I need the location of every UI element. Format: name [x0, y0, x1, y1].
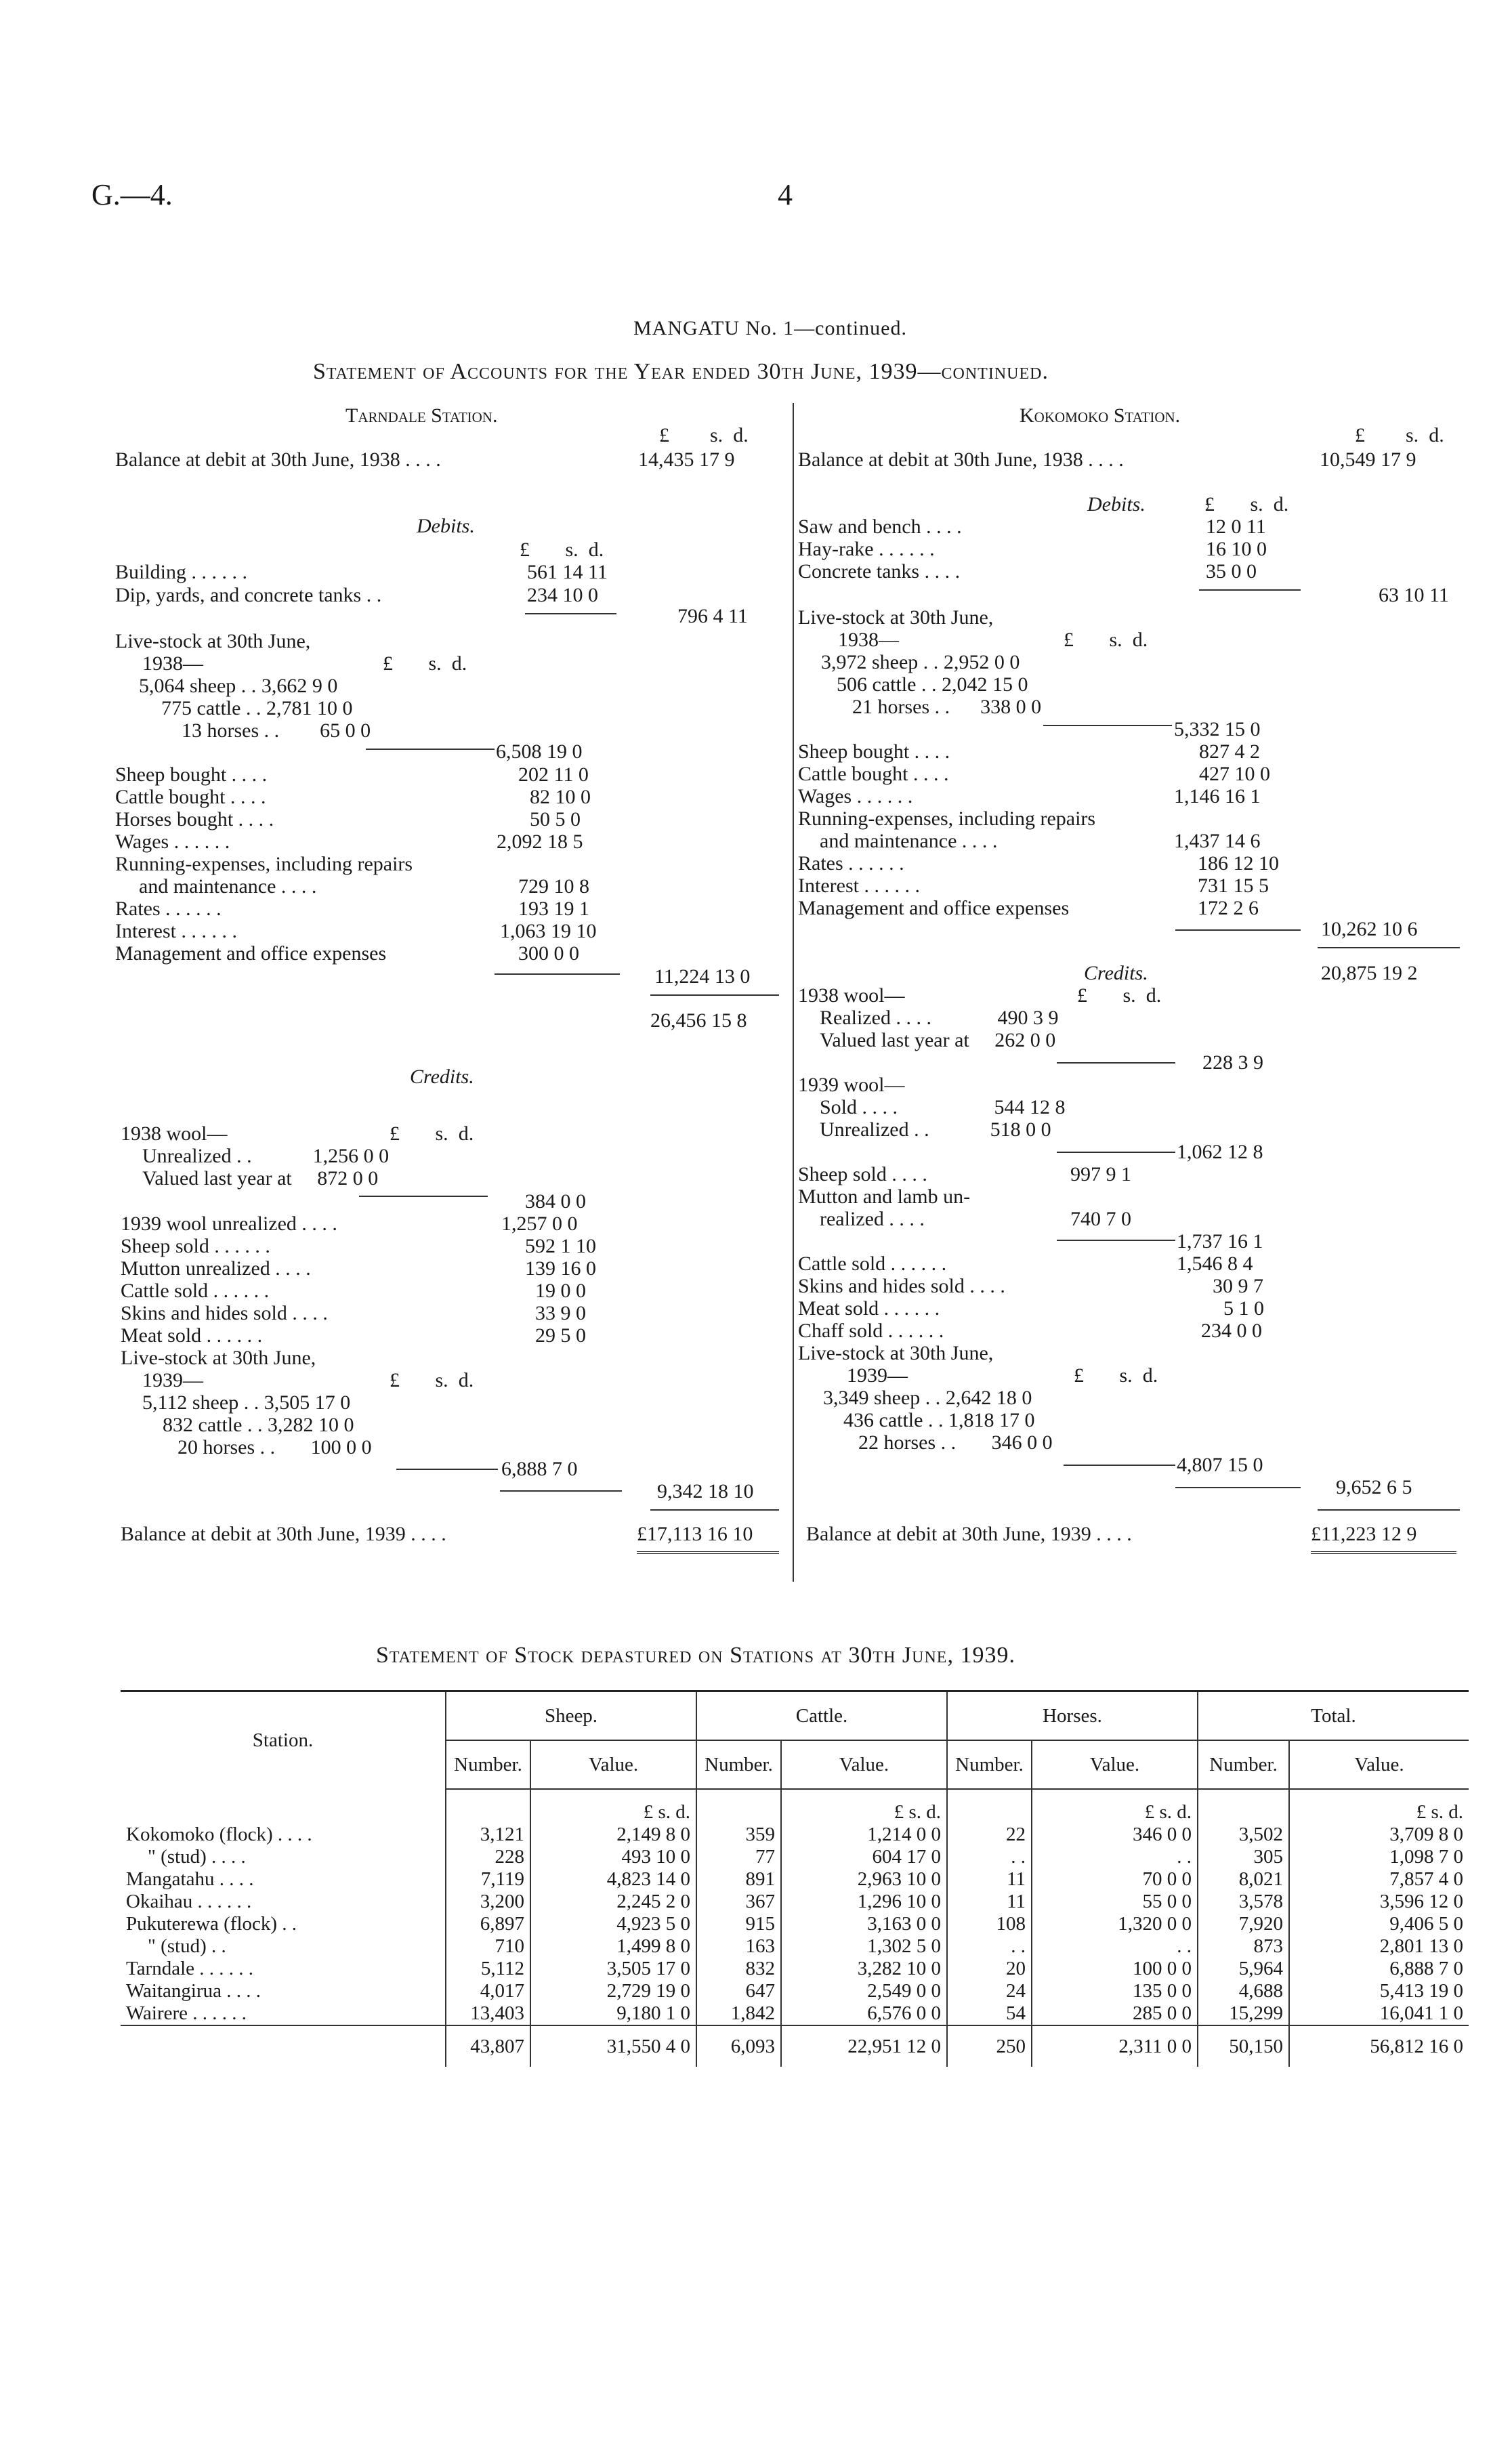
tarndale-debits-subtotal: 11,224 13 0 [654, 965, 751, 988]
kokomoko-opening-amount: 10,549 17 9 [1320, 448, 1416, 471]
kokomoko-credits-label: Credits. [1084, 962, 1148, 984]
tarndale-debit-item-8-label: Management and office expenses [115, 942, 387, 965]
tarndale-closing-label: Balance at debit at 30th June, 1939 . . . . [121, 1523, 446, 1545]
tarndale-unit-header: £ s. d. [659, 424, 749, 446]
kokomoko-wool-valued: Valued last year at 262 0 0 [820, 1029, 1056, 1051]
tarndale-livestock-label: Live-stock at 30th June, [115, 630, 311, 652]
kokomoko-livestock-1939-horses: 22 horses . . 346 0 0 [858, 1431, 1053, 1454]
sheep-value: 3,505 17 0 [530, 1958, 696, 1980]
kokomoko-mutton-net: 1,737 16 1 [1177, 1230, 1263, 1253]
kokomoko-wool-unrealized: Unrealized . . 518 0 0 [820, 1118, 1051, 1141]
total-number: 8,021 [1198, 1868, 1289, 1891]
sheep-value: 4,823 14 0 [530, 1868, 696, 1891]
sheep-value: 4,923 5 0 [530, 1913, 696, 1935]
tarndale-dip-amount: 234 10 0 [527, 584, 598, 606]
tarndale-credit-item-4-amount: 33 9 0 [535, 1302, 586, 1324]
sheep-number: 710 [446, 1935, 530, 1958]
kokomoko-wool-1939-net: 1,062 12 8 [1177, 1141, 1263, 1163]
kokomoko-wool-1938-rule [1057, 1062, 1175, 1064]
tarndale-livestock-units: £ s. d. [383, 652, 467, 675]
tarndale-livestock-1939-rule [396, 1469, 498, 1470]
kokomoko-debit-item-1-label: Cattle bought . . . . [798, 763, 949, 785]
kokomoko-closing-amount: £11,223 12 9 [1311, 1523, 1417, 1545]
tarndale-debit-item-0-amount: 202 11 0 [518, 763, 589, 786]
tarndale-credit-item-0-amount: 1,257 0 0 [501, 1213, 578, 1235]
tarndale-credit-item-3-label: Cattle sold . . . . . . [121, 1280, 270, 1302]
kokomoko-livestock-label: Live-stock at 30th June, [798, 606, 994, 629]
table-row [121, 1868, 1469, 1891]
kokomoko-debit-item-0-amount: 827 4 2 [1199, 740, 1260, 763]
kokomoko-livestock-1939-cattle: 436 cattle . . 1,818 17 0 [843, 1409, 1035, 1431]
table-row [121, 2002, 1469, 2025]
tarndale-credit-item-3-amount: 19 0 0 [535, 1280, 586, 1302]
kokomoko-debits-label: Debits. [1087, 493, 1146, 516]
station-name: Pukuterewa (flock) . . [126, 1913, 297, 1935]
station-name: Mangatahu . . . . [126, 1868, 254, 1890]
kokomoko-livestock-rule [1043, 725, 1172, 726]
tarndale-credit-item-1-label: Sheep sold . . . . . . [121, 1235, 270, 1257]
horses-value: . . [1032, 1935, 1198, 1958]
tarndale-livestock-year: 1938— [142, 652, 203, 675]
cattle-number: 1,842 [696, 2002, 781, 2025]
kokomoko-livestock-1939-sheep: 3,349 sheep . . 2,642 18 0 [823, 1387, 1032, 1409]
tarndale-debit-item-5-amount: 729 10 8 [518, 875, 589, 898]
kokomoko-mutton-amount: 740 7 0 [1070, 1208, 1131, 1230]
tarndale-livestock-1939-cattle: 832 cattle . . 3,282 10 0 [163, 1414, 354, 1436]
tarndale-debit-item-4-label: Running-expenses, including repairs [115, 853, 413, 875]
kokomoko-credits-total-rule [1318, 1509, 1460, 1511]
kokomoko-debits-rule [1175, 929, 1301, 931]
tarndale-dip-rule [525, 613, 616, 614]
total-value: 16,041 1 0 [1289, 2002, 1469, 2025]
tarndale-debit-item-2-amount: 50 5 0 [530, 808, 581, 830]
kokomoko-closing-label: Balance at debit at 30th June, 1939 . . . . [806, 1523, 1132, 1545]
sheep-value: 9,180 1 0 [530, 2002, 696, 2025]
tarndale-wool-valued: Valued last year at 872 0 0 [142, 1167, 379, 1190]
total-number: 15,299 [1198, 2002, 1289, 2025]
kokomoko-livestock-units: £ s. d. [1064, 629, 1148, 651]
tarndale-credits-label: Credits. [410, 1066, 474, 1088]
cattle-number: 832 [696, 1958, 781, 1980]
horses-number: 108 [947, 1913, 1032, 1935]
tarndale-credits-rule [500, 1490, 622, 1492]
tarndale-dip-subtotal: 796 4 11 [677, 605, 748, 627]
cattle-value-total: 22,951 12 0 [781, 2025, 947, 2067]
kokomoko-livestock-cattle: 506 cattle . . 2,042 15 0 [837, 673, 1028, 696]
total-value: 3,596 12 0 [1289, 1891, 1469, 1913]
kokomoko-credit-item-0-label: Cattle sold . . . . . . [798, 1253, 947, 1275]
kokomoko-debit-item-4-label: and maintenance . . . . [820, 830, 998, 852]
kokomoko-debit-item-7-label: Management and office expenses [798, 897, 1070, 919]
table-row [121, 1891, 1469, 1913]
sheep-value: 493 10 0 [530, 1846, 696, 1868]
tarndale-heading: Tarndale Station. [345, 404, 498, 427]
total-number-header: Number. [1198, 1740, 1289, 1789]
cattle-value-header: Value. [781, 1740, 947, 1789]
page-reference: G.—4. [91, 178, 173, 211]
horses-number: . . [947, 1846, 1032, 1868]
tarndale-debit-item-0-label: Sheep bought . . . . [115, 763, 268, 786]
sheep-value-header: Value. [530, 1740, 696, 1789]
tarndale-debit-item-6-amount: 193 19 1 [518, 898, 589, 920]
kokomoko-heading: Kokomoko Station. [1020, 404, 1181, 427]
sheep-number: 3,200 [446, 1891, 530, 1913]
kokomoko-credits-rule [1175, 1487, 1301, 1488]
tarndale-debits-rule [495, 973, 620, 975]
kokomoko-debit-item-0-label: Sheep bought . . . . [798, 740, 950, 763]
horses-value-total: 2,311 0 0 [1032, 2025, 1198, 2067]
horses-value: 100 0 0 [1032, 1958, 1198, 1980]
tarndale-debit-item-8-amount: 300 0 0 [518, 942, 579, 965]
kokomoko-livestock-year: 1938— [838, 629, 899, 651]
kokomoko-credit-item-0-amount: 1,546 8 4 [1177, 1253, 1253, 1275]
total-value: 6,888 7 0 [1289, 1958, 1469, 1980]
station-name: Wairere . . . . . . [126, 2002, 247, 2024]
kokomoko-assets-subtotal: 63 10 11 [1379, 584, 1449, 606]
kokomoko-credit-item-1-label: Skins and hides sold . . . . [798, 1275, 1005, 1297]
tarndale-closing-amount: £17,113 16 10 [637, 1523, 753, 1545]
tarndale-building-label: Building . . . . . . [115, 561, 248, 583]
horses-number-total: 250 [947, 2025, 1032, 2067]
sheep-number: 13,403 [446, 2002, 530, 2025]
tarndale-building-amount: 561 14 11 [527, 561, 608, 583]
tarndale-credit-item-5-label: Meat sold . . . . . . [121, 1324, 263, 1347]
kokomoko-livestock-1939-rule [1064, 1465, 1175, 1466]
kokomoko-closing-rule [1311, 1551, 1456, 1554]
tarndale-debit-item-2-label: Horses bought . . . . [115, 808, 274, 830]
cattle-number: 891 [696, 1868, 781, 1891]
kokomoko-wool-1938-label: 1938 wool— [798, 984, 905, 1007]
tarndale-opening-amount: 14,435 17 9 [638, 448, 735, 471]
total-number: 5,964 [1198, 1958, 1289, 1980]
horses-number: . . [947, 1935, 1032, 1958]
kokomoko-livestock-horses: 21 horses . . 338 0 0 [852, 696, 1042, 718]
kokomoko-livestock-1939-units: £ s. d. [1074, 1364, 1158, 1387]
total-value-units: £ s. d. [1289, 1789, 1469, 1824]
sheep-number: 3,121 [446, 1824, 530, 1846]
tarndale-debit-item-7-amount: 1,063 19 10 [500, 920, 597, 942]
tarndale-debit-item-7-label: Interest . . . . . . [115, 920, 237, 942]
tarndale-debit-item-1-amount: 82 10 0 [530, 786, 591, 808]
sheep-value-units: £ s. d. [530, 1789, 696, 1824]
tarndale-credits-total: 9,342 18 10 [657, 1480, 754, 1502]
sheep-number-header: Number. [446, 1740, 530, 1789]
station-name: " (stud) . . . . [148, 1846, 246, 1868]
kokomoko-livestock-1939-year: 1939— [847, 1364, 908, 1387]
kokomoko-mutton-realized-label: realized . . . . [820, 1208, 925, 1230]
tarndale-debit-item-6-label: Rates . . . . . . [115, 898, 222, 920]
cattle-number: 367 [696, 1891, 781, 1913]
table-row [121, 1980, 1469, 2002]
total-number: 305 [1198, 1846, 1289, 1868]
kokomoko-asset-1-label: Hay-rake . . . . . . [798, 538, 935, 560]
tarndale-debit-item-5-label: and maintenance . . . . [139, 875, 317, 898]
tarndale-debit-item-3-amount: 2,092 18 5 [497, 830, 583, 853]
total-number: 4,688 [1198, 1980, 1289, 2002]
kokomoko-wool-1939-rule [1057, 1152, 1175, 1153]
kokomoko-unit-header: £ s. d. [1355, 424, 1444, 446]
kokomoko-debit-item-1-amount: 427 10 0 [1199, 763, 1270, 785]
column-divider [793, 403, 794, 1582]
table-row [121, 1846, 1469, 1868]
horses-number: 22 [947, 1824, 1032, 1846]
tarndale-credit-item-4-label: Skins and hides sold . . . . [121, 1302, 328, 1324]
tarndale-wool-unrealized: Unrealized . . 1,256 0 0 [142, 1145, 390, 1167]
kokomoko-wool-1938-net: 228 3 9 [1202, 1051, 1263, 1074]
sheep-number: 228 [446, 1846, 530, 1868]
cattle-number: 915 [696, 1913, 781, 1935]
tarndale-livestock-1939-year: 1939— [142, 1369, 203, 1391]
kokomoko-livestock-sheep: 3,972 sheep . . 2,952 0 0 [821, 651, 1020, 673]
horses-value-units: £ s. d. [1032, 1789, 1198, 1824]
kokomoko-asset-2-amount: 35 0 0 [1206, 560, 1257, 583]
total-group-header: Total. [1198, 1691, 1469, 1741]
horses-number: 11 [947, 1891, 1032, 1913]
table-row [121, 1913, 1469, 1935]
tarndale-wool-rule [359, 1196, 488, 1197]
tarndale-livestock-1939-label: Live-stock at 30th June, [121, 1347, 316, 1369]
kokomoko-debit-item-2-amount: 1,146 16 1 [1174, 785, 1261, 807]
horses-group-header: Horses. [947, 1691, 1198, 1741]
kokomoko-wool-sold: Sold . . . . 544 12 8 [820, 1096, 1066, 1118]
sheep-number: 5,112 [446, 1958, 530, 1980]
station-name: Kokomoko (flock) . . . . [126, 1824, 312, 1845]
kokomoko-debit-item-6-amount: 731 15 5 [1198, 875, 1269, 897]
horses-value: 55 0 0 [1032, 1891, 1198, 1913]
kokomoko-wool-units: £ s. d. [1077, 984, 1162, 1007]
kokomoko-debit-item-3-label: Running-expenses, including repairs [798, 807, 1096, 830]
sheep-number: 4,017 [446, 1980, 530, 2002]
tarndale-opening-label: Balance at debit at 30th June, 1938 . . . . [115, 448, 441, 471]
horses-value: 70 0 0 [1032, 1868, 1198, 1891]
kokomoko-livestock-1939-label: Live-stock at 30th June, [798, 1342, 994, 1364]
tarndale-livestock-sheep: 5,064 sheep . . 3,662 9 0 [139, 675, 338, 697]
cattle-value: 1,214 0 0 [781, 1824, 947, 1846]
table-row [121, 1824, 1469, 1846]
sheep-value-total: 31,550 4 0 [530, 2025, 696, 2067]
total-value: 3,709 8 0 [1289, 1824, 1469, 1846]
cattle-value: 604 17 0 [781, 1846, 947, 1868]
kokomoko-debit-item-7-amount: 172 2 6 [1198, 897, 1259, 919]
kokomoko-mutton-label: Mutton and lamb un- [798, 1185, 971, 1208]
tarndale-wool-units: £ s. d. [390, 1122, 474, 1145]
kokomoko-debits-units: £ s. d. [1204, 493, 1289, 516]
kokomoko-debits-subtotal: 10,262 10 6 [1321, 918, 1418, 940]
horses-value: 135 0 0 [1032, 1980, 1198, 2002]
horses-number: 20 [947, 1958, 1032, 1980]
tarndale-livestock-cattle: 775 cattle . . 2,781 10 0 [161, 697, 353, 719]
total-value: 7,857 4 0 [1289, 1868, 1469, 1891]
table-row [121, 1935, 1469, 1958]
kokomoko-debit-item-4-amount: 1,437 14 6 [1174, 830, 1261, 852]
horses-number: 11 [947, 1868, 1032, 1891]
cattle-number: 77 [696, 1846, 781, 1868]
tarndale-debits-units: £ s. d. [520, 539, 604, 561]
page-number: 4 [778, 178, 793, 211]
cattle-value: 1,296 10 0 [781, 1891, 947, 1913]
cattle-value: 2,549 0 0 [781, 1980, 947, 2002]
tarndale-credit-item-0-label: 1939 wool unrealized . . . . [121, 1213, 337, 1235]
kokomoko-credits-total: 9,652 6 5 [1336, 1476, 1412, 1498]
tarndale-credit-item-2-amount: 139 16 0 [525, 1257, 596, 1280]
kokomoko-credit-item-2-label: Meat sold . . . . . . [798, 1297, 940, 1320]
total-value-header: Value. [1289, 1740, 1469, 1789]
kokomoko-credit-item-3-amount: 234 0 0 [1201, 1320, 1262, 1342]
kokomoko-asset-0-amount: 12 0 11 [1206, 516, 1266, 538]
cattle-group-header: Cattle. [696, 1691, 947, 1741]
sheep-group-header: Sheep. [446, 1691, 696, 1741]
horses-value: 346 0 0 [1032, 1824, 1198, 1846]
cattle-value: 3,163 0 0 [781, 1913, 947, 1935]
kokomoko-asset-2-label: Concrete tanks . . . . [798, 560, 961, 583]
total-number-total: 50,150 [1198, 2025, 1289, 2067]
tarndale-livestock-1939-sheep: 5,112 sheep . . 3,505 17 0 [142, 1391, 351, 1414]
kokomoko-sheep-sold-amount: 997 9 1 [1070, 1163, 1131, 1185]
kokomoko-assets-rule [1199, 589, 1301, 591]
tarndale-debits-total-rule [650, 994, 779, 996]
total-number: 3,578 [1198, 1891, 1289, 1913]
tarndale-dip-label: Dip, yards, and concrete tanks . . [115, 584, 382, 606]
total-value-total: 56,812 16 0 [1289, 2025, 1469, 2067]
kokomoko-credit-item-2-amount: 5 1 0 [1223, 1297, 1264, 1320]
tarndale-credit-item-2-label: Mutton unrealized . . . . [121, 1257, 311, 1280]
sheep-number: 7,119 [446, 1868, 530, 1891]
tarndale-credit-item-1-amount: 592 1 10 [525, 1235, 596, 1257]
station-header: Station. [121, 1691, 446, 1790]
tarndale-debits-label: Debits. [417, 515, 475, 537]
sheep-value: 2,149 8 0 [530, 1824, 696, 1846]
cattle-number-total: 6,093 [696, 2025, 781, 2067]
tarndale-livestock-horses: 13 horses . . 65 0 0 [182, 719, 371, 742]
kokomoko-credit-item-3-label: Chaff sold . . . . . . [798, 1320, 944, 1342]
horses-value-header: Value. [1032, 1740, 1198, 1789]
tarndale-livestock-1939-total: 6,888 7 0 [501, 1458, 578, 1480]
horses-number: 54 [947, 2002, 1032, 2025]
kokomoko-debits-total-rule [1318, 947, 1460, 948]
kokomoko-asset-0-label: Saw and bench . . . . [798, 516, 962, 538]
kokomoko-credit-item-1-amount: 30 9 7 [1213, 1275, 1263, 1297]
total-number: 7,920 [1198, 1913, 1289, 1935]
tarndale-livestock-1939-horses: 20 horses . . 100 0 0 [177, 1436, 372, 1458]
tarndale-credit-item-5-amount: 29 5 0 [535, 1324, 586, 1347]
stock-table-title: Statement of Stock depastured on Stations at 30th June, 1939. [376, 1643, 1015, 1668]
kokomoko-debit-item-2-label: Wages . . . . . . [798, 785, 913, 807]
table-row [121, 1958, 1469, 1980]
sheep-number-total: 43,807 [446, 2025, 530, 2067]
stock-table [121, 1690, 1469, 2067]
sheep-number: 6,897 [446, 1913, 530, 1935]
station-name: Okaihau . . . . . . [126, 1891, 252, 1912]
total-number: 873 [1198, 1935, 1289, 1958]
sheep-value: 2,245 2 0 [530, 1891, 696, 1913]
tarndale-livestock-1939-units: £ s. d. [390, 1369, 474, 1391]
station-name: Waitangirua . . . . [126, 1980, 261, 2002]
tarndale-debit-item-1-label: Cattle bought . . . . [115, 786, 266, 808]
kokomoko-asset-1-amount: 16 10 0 [1206, 538, 1267, 560]
totals-row [121, 2025, 1469, 2067]
horses-number: 24 [947, 1980, 1032, 2002]
cattle-value: 2,963 10 0 [781, 1868, 947, 1891]
kokomoko-wool-1939-label: 1939 wool— [798, 1074, 905, 1096]
cattle-number: 163 [696, 1935, 781, 1958]
total-number: 3,502 [1198, 1824, 1289, 1846]
tarndale-credits-total-rule [650, 1509, 779, 1511]
cattle-number: 647 [696, 1980, 781, 2002]
station-name: Tarndale . . . . . . [126, 1958, 254, 1979]
tarndale-debits-total: 26,456 15 8 [650, 1009, 747, 1032]
total-value: 2,801 13 0 [1289, 1935, 1469, 1958]
tarndale-wool-1938-label: 1938 wool— [121, 1122, 228, 1145]
cattle-value: 3,282 10 0 [781, 1958, 947, 1980]
cattle-value: 6,576 0 0 [781, 2002, 947, 2025]
kokomoko-debit-item-5-label: Rates . . . . . . [798, 852, 904, 875]
kokomoko-debit-item-6-label: Interest . . . . . . [798, 875, 920, 897]
sheep-value: 1,499 8 0 [530, 1935, 696, 1958]
kokomoko-opening-label: Balance at debit at 30th June, 1938 . . . . [798, 448, 1124, 471]
horses-value: 285 0 0 [1032, 2002, 1198, 2025]
horses-value: . . [1032, 1846, 1198, 1868]
cattle-number-header: Number. [696, 1740, 781, 1789]
horses-value: 1,320 0 0 [1032, 1913, 1198, 1935]
sheep-value: 2,729 19 0 [530, 1980, 696, 2002]
kokomoko-debit-item-5-amount: 186 12 10 [1198, 852, 1279, 875]
kokomoko-sheep-sold-label: Sheep sold . . . . [798, 1163, 927, 1185]
document-title: MANGATU No. 1—continued. [633, 317, 907, 339]
tarndale-wool-1938-net: 384 0 0 [525, 1190, 586, 1213]
tarndale-livestock-rule [366, 749, 495, 750]
total-value: 1,098 7 0 [1289, 1846, 1469, 1868]
cattle-number: 359 [696, 1824, 781, 1846]
accounts-subtitle: Statement of Accounts for the Year ended 30th June, 1939—continued. [313, 359, 1049, 384]
kokomoko-livestock-total: 5,332 15 0 [1174, 718, 1261, 740]
cattle-value-units: £ s. d. [781, 1789, 947, 1824]
station-name: " (stud) . . [148, 1935, 226, 1957]
tarndale-closing-rule [637, 1551, 779, 1554]
tarndale-livestock-total: 6,508 19 0 [496, 740, 583, 763]
total-value: 5,413 19 0 [1289, 1980, 1469, 2002]
tarndale-debit-item-3-label: Wages . . . . . . [115, 830, 230, 853]
kokomoko-debits-total: 20,875 19 2 [1321, 962, 1418, 984]
kokomoko-mutton-rule [1057, 1240, 1175, 1241]
kokomoko-wool-realized: Realized . . . . 490 3 9 [820, 1007, 1059, 1029]
cattle-value: 1,302 5 0 [781, 1935, 947, 1958]
horses-number-header: Number. [947, 1740, 1032, 1789]
kokomoko-livestock-1939-total: 4,807 15 0 [1177, 1454, 1263, 1476]
total-value: 9,406 5 0 [1289, 1913, 1469, 1935]
